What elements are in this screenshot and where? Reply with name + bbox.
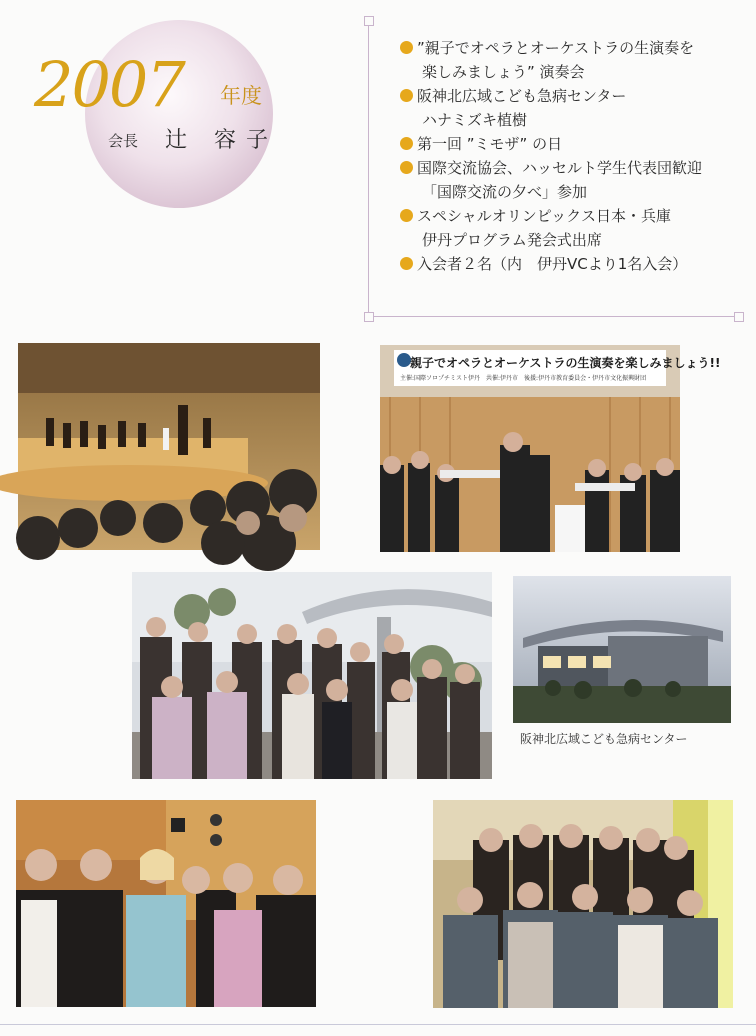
event-list bbox=[400, 36, 750, 276]
year-title: 2007 bbox=[34, 48, 184, 121]
event-line: 阪神北広域こども急病センター bbox=[417, 87, 627, 105]
photo-group-indoors-right bbox=[433, 800, 733, 1008]
event-line: 「国際交流の夕べ」参加 bbox=[422, 183, 588, 201]
bullet-icon bbox=[400, 41, 413, 54]
event-line: ”親子でオペラとオーケストラの生演奏を bbox=[417, 39, 695, 57]
center-caption: 阪神北広域こども急病センター bbox=[520, 732, 688, 746]
bullet-icon bbox=[400, 137, 413, 150]
event-line: 第一回 ”ミモザ” の日 bbox=[417, 135, 563, 153]
event-line: 伊丹プログラム発会式出席 bbox=[422, 231, 602, 249]
event-line: ハナミズキ植樹 bbox=[422, 111, 528, 129]
event-item bbox=[400, 252, 750, 276]
photo-orchestra-banner bbox=[380, 345, 721, 552]
president-label: 会長 bbox=[108, 132, 139, 150]
frame-corner-top bbox=[364, 16, 374, 26]
banner-subtitle: 主催:国際ソロプチミスト伊丹 共催:伊丹市 後援:伊丹市教育委員会・伊丹市文化振興財団 bbox=[400, 375, 647, 382]
event-line: 楽しみましょう” 演奏会 bbox=[422, 63, 585, 81]
event-line: スペシャルオリンピックス日本・兵庫 bbox=[417, 207, 671, 225]
event-line: 入会者２名（内 伊丹VCより1名入会） bbox=[417, 255, 688, 273]
bullet-icon bbox=[400, 209, 413, 222]
photo-concert-hall bbox=[18, 343, 320, 550]
photo-group-outdoors bbox=[132, 572, 492, 779]
event-line: 国際交流協会、ハッセルト学生代表団歓迎 bbox=[417, 159, 703, 177]
bottom-rule bbox=[0, 1024, 756, 1025]
frame-corner-bottom-left bbox=[364, 312, 374, 322]
bullet-icon bbox=[400, 89, 413, 102]
frame-horizontal-line bbox=[368, 316, 738, 317]
frame-corner-bottom-right bbox=[734, 312, 744, 322]
event-item bbox=[400, 132, 750, 156]
event-item bbox=[400, 84, 750, 132]
bullet-icon bbox=[400, 161, 413, 174]
bullet-icon bbox=[400, 257, 413, 270]
event-item bbox=[400, 156, 750, 204]
fiscal-year-label: 年度 bbox=[220, 84, 262, 108]
banner-title: 親子でオペラとオーケストラの生演奏を楽しみましょう!! bbox=[410, 356, 721, 370]
frame-vertical-line bbox=[368, 20, 369, 316]
event-item bbox=[400, 204, 750, 252]
president-name: 辻 容子 bbox=[165, 128, 278, 153]
photo-group-indoors-left bbox=[16, 800, 316, 1007]
photo-emergency-center-building bbox=[513, 576, 731, 723]
event-item bbox=[400, 36, 750, 84]
